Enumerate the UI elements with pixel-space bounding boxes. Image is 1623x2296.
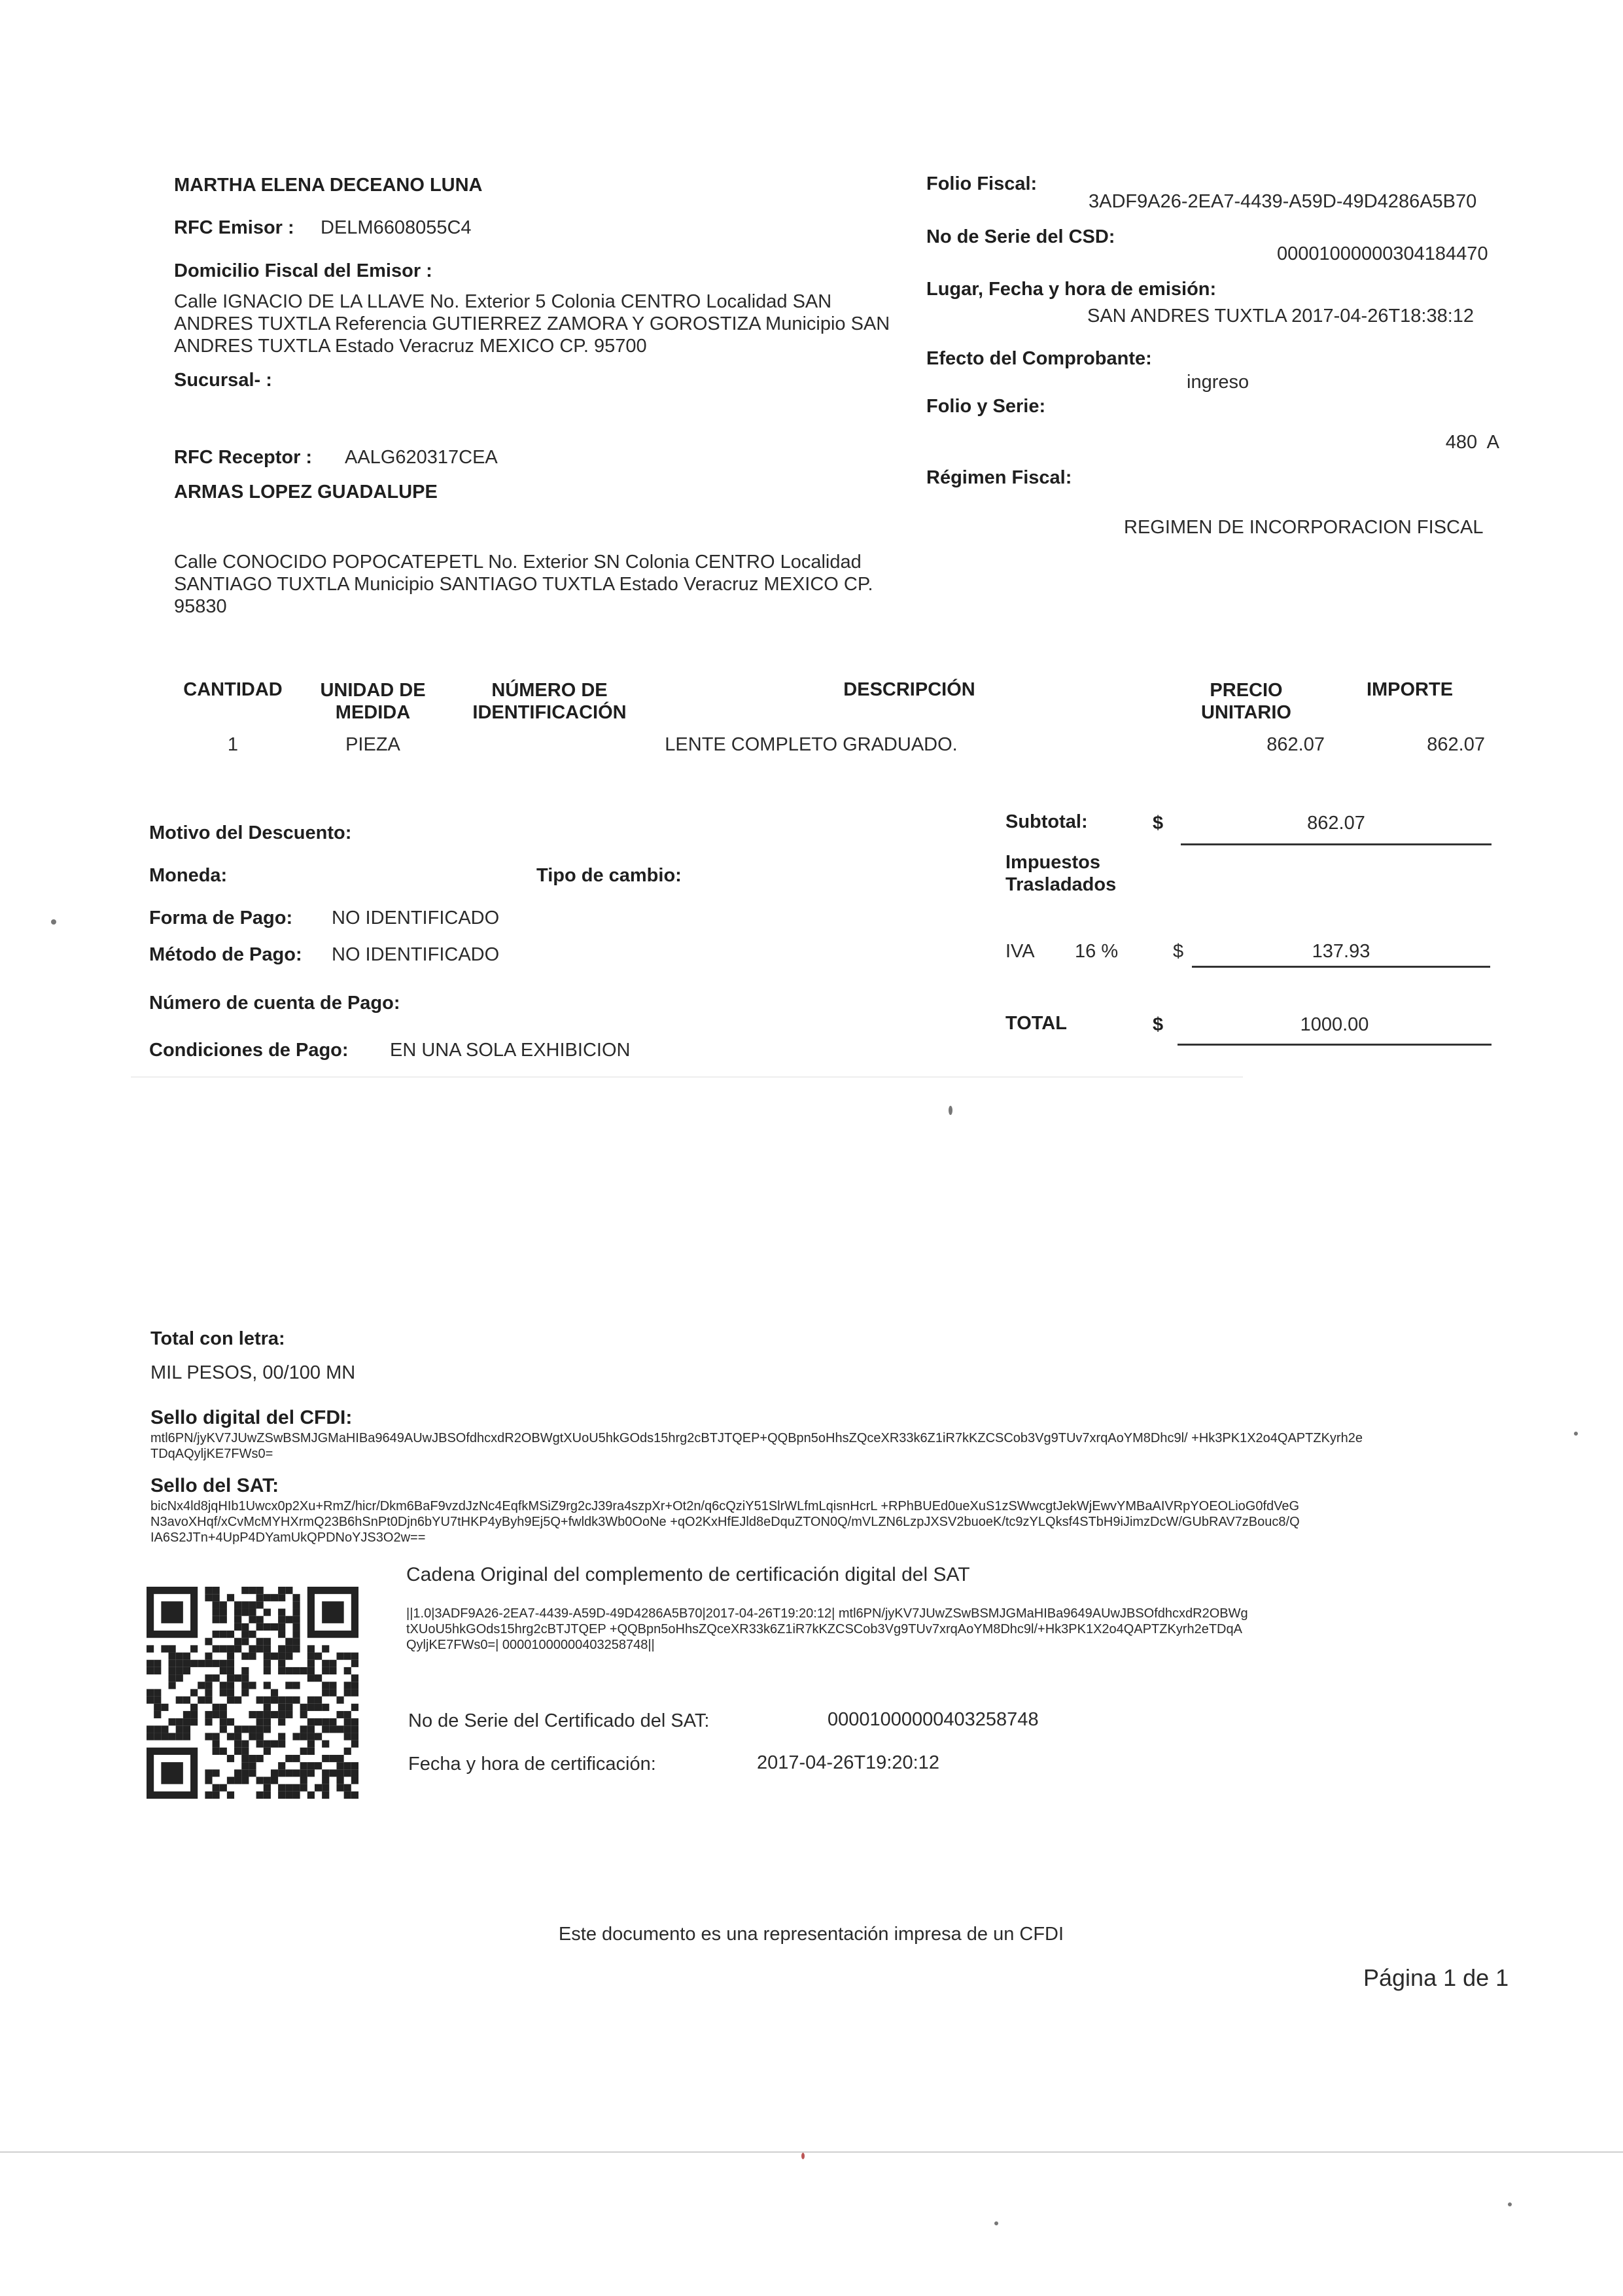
row-unidad: PIEZA [345,734,400,755]
total-value: 1000.00 [1300,1014,1369,1035]
efecto-value: ingreso [1187,372,1249,393]
regimen-value: REGIMEN DE INCORPORACION FISCAL [1124,517,1484,538]
efecto-label: Efecto del Comprobante: [926,348,1152,369]
moneda-label: Moneda: [149,865,228,886]
fecha-certificacion-value: 2017-04-26T19:20:12 [757,1752,939,1773]
folio-fiscal-value: 3ADF9A26-2EA7-4439-A59D-49D4286A5B70 [1089,191,1477,212]
iva-label: IVA [1005,941,1035,962]
metodo-pago-label: Método de Pago: [149,944,302,965]
row-precio: 862.07 [1266,734,1325,755]
domicilio-receptor: Calle CONOCIDO POPOCATEPETL No. Exterior SN Colonia CENTRO Localidad SANTIAGO TUXTLA Municipio SANTIAGO TUXTLA Estado Veracruz MEXICO CP. 95830 [174,552,873,617]
scan-dot [1574,1432,1578,1436]
scan-dot [1508,2202,1512,2206]
serie-csd-label: No de Serie del CSD: [926,226,1115,247]
scan-dot [949,1106,952,1115]
cuenta-pago-label: Número de cuenta de Pago: [149,993,400,1014]
domicilio-emisor-label: Domicilio Fiscal del Emisor : [174,260,432,281]
fecha-certificacion-label: Fecha y hora de certificación: [408,1754,656,1775]
metodo-pago-value: NO IDENTIFICADO [332,944,500,965]
header-descripcion: DESCRIPCIÓN [843,679,975,700]
subtotal-label: Subtotal: [1005,811,1088,832]
regimen-label: Régimen Fiscal: [926,467,1072,488]
scan-dot [801,2153,805,2159]
scan-dot [51,919,56,925]
total-letra-value: MIL PESOS, 00/100 MN [150,1362,356,1383]
forma-pago-label: Forma de Pago: [149,908,293,928]
scan-fold-line [131,1076,1243,1078]
header-numero: NÚMERO DE IDENTIFICACIÓN [472,680,627,723]
page-number: Página 1 de 1 [1363,1964,1509,1991]
cadena-label: Cadena Original del complemento de certificación digital del SAT [406,1564,970,1585]
subtotal-value: 862.07 [1307,813,1365,834]
subtotal-underline [1181,843,1492,845]
receptor-nombre: ARMAS LOPEZ GUADALUPE [174,482,438,503]
iva-underline [1192,966,1490,968]
condiciones-pago-value: EN UNA SOLA EXHIBICION [390,1040,631,1061]
row-importe: 862.07 [1427,734,1485,755]
rfc-receptor-value: AALG620317CEA [345,447,498,468]
folio-serie-value: 480 A [1445,432,1499,453]
rfc-emisor-label: RFC Emisor : [174,217,294,238]
rfc-emisor-value: DELM6608055C4 [321,217,472,238]
folio-fiscal-label: Folio Fiscal: [926,173,1038,194]
scan-edge-line [0,2151,1623,2153]
folio-serie-label: Folio y Serie: [926,396,1046,417]
total-label: TOTAL [1005,1013,1067,1034]
serie-csd-value: 00001000000304184470 [1277,243,1488,264]
lugar-label: Lugar, Fecha y hora de emisión: [926,279,1217,300]
cadena-value: ||1.0|3ADF9A26-2EA7-4439-A59D-49D4286A5B70|2017-04-26T19:20:12| mtl6PN/jyKV7JUwZSwBSMJGMaHIBa9649AUwJBSOfdhcxdR2OBWgtXUoU5hkGOds15hrg2cBTJTQEP +QQBpn5oHhsZQceXR33k6Z1iR7kKZCSCob3Vg9TUv7xrqAoYM8Dhc9l/+Hk3PK1X2o4QAPTZKyrh2eTDqAQyljKE7FWs0=| 00001000000403258748|| [406,1606,1248,1652]
sucursal-label: Sucursal- : [174,370,272,391]
domicilio-emisor-value: Calle IGNACIO DE LA LLAVE No. Exterior 5 Colonia CENTRO Localidad SAN ANDRES TUXTLA Referencia GUTIERREZ ZAMORA Y GOROSTIZA Municipio SAN ANDRES TUXTLA Estado Veracruz MEXICO CP. 95700 [174,291,890,357]
sello-sat-value: bicNx4ld8jqHIb1Uwcx0p2Xu+RmZ/hicr/Dkm6BaF9vzdJzNc4EqfkMSiZ9rg2cJ39ra4szpXr+Ot2n/q6cQziY51SlrWLfmLqisnHcrL +RPhBUEd0ueXuS1zSWwcgtJekWjEwvYMBaAIVRpYOEOLioG0fdVeGN3avoXHqf/xCvMcMYHXrmQ23B6hSnPt0Djn6bYU7tHKP4yByh9Ej5Q+fwldk3Wb0OoNe +qO2KxHfEJld8eDquZTON0Q/mVLZN6LzpJXSV2buoeK/tc9zYLQksf4STbH9iJimzDcW/GUbRAV7zBouc8/QIA6S2JTn+4UpP4DYamUkQPDNoYJS3O2w== [150,1499,1300,1545]
sello-cfdi-value: mtl6PN/jyKV7JUwZSwBSMJGMaHIBa9649AUwJBSOfdhcxdR2OBWgtXUoU5hkGOds15hrg2cBTJTQEP+QQBpn5oHhsZQceXR33k6Z1iR7kKZCSCob3Vg9TUv7xrqAoYM8Dhc9l/ +Hk3PK1X2o4QAPTZKyrh2eTDqAQyljKE7FWs0= [150,1431,1363,1461]
total-underline [1178,1044,1492,1046]
header-cantidad: CANTIDAD [183,679,283,700]
lugar-value: SAN ANDRES TUXTLA 2017-04-26T18:38:12 [1087,306,1475,327]
iva-currency: $ [1173,941,1184,962]
scan-dot [994,2221,998,2225]
iva-tasa: 16 % [1075,941,1119,962]
total-letra-label: Total con letra: [150,1328,285,1349]
total-currency: $ [1153,1014,1164,1035]
impuestos-label: Impuestos Trasladados [1005,852,1117,895]
condiciones-pago-label: Condiciones de Pago: [149,1040,349,1061]
header-importe: IMPORTE [1366,679,1454,700]
header-precio: PRECIO UNITARIO [1200,680,1291,723]
iva-value: 137.93 [1312,941,1370,962]
serie-sat-label: No de Serie del Certificado del SAT: [408,1710,710,1731]
serie-sat-value: 00001000000403258748 [828,1709,1039,1730]
header-unidad: UNIDAD DE MEDIDA [320,680,426,723]
tipo-cambio-label: Tipo de cambio: [536,865,682,886]
motivo-descuento-label: Motivo del Descuento: [149,822,352,843]
row-descripcion: LENTE COMPLETO GRADUADO. [665,734,958,755]
qr-code-icon [147,1587,358,1799]
sello-sat-label: Sello del SAT: [150,1475,279,1496]
rfc-receptor-label: RFC Receptor : [174,447,313,468]
emisor-nombre: MARTHA ELENA DECEANO LUNA [174,175,483,196]
sello-cfdi-label: Sello digital del CFDI: [150,1407,353,1428]
row-cantidad: 1 [227,734,239,755]
footer-leyenda: Este documento es una representación impresa de un CFDI [558,1924,1064,1945]
subtotal-currency: $ [1153,813,1164,834]
forma-pago-value: NO IDENTIFICADO [332,908,500,928]
